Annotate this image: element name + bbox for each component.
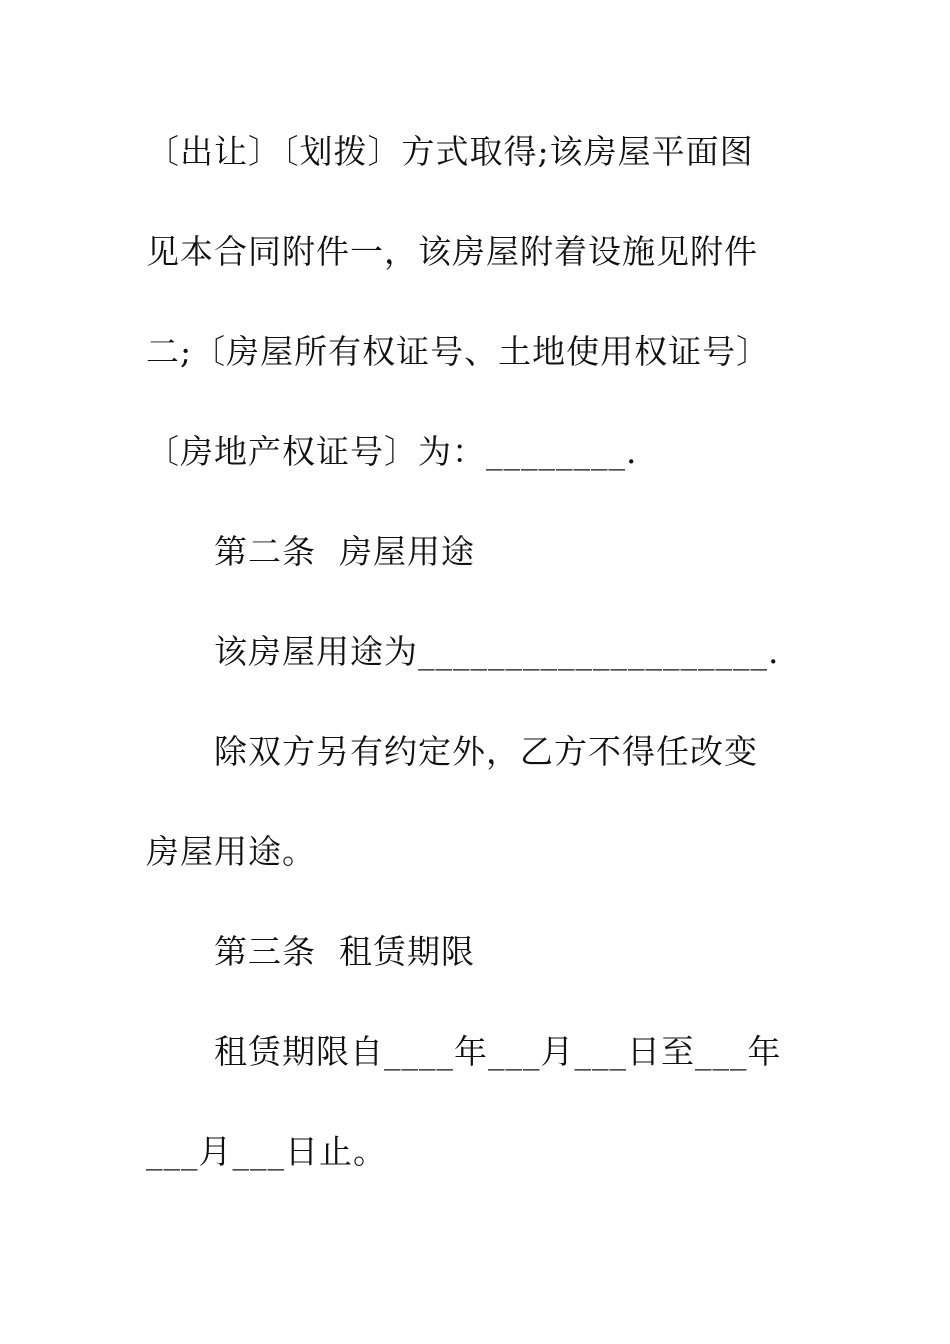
paragraph-line-4: 〔房地产权证号〕为：________. [146, 432, 638, 471]
paragraph-line-3: 二;〔房屋所有权证号、土地使用权证号〕 [146, 332, 771, 371]
paragraph-usage-restriction: 除双方另有约定外，乙方不得任改变 [214, 732, 758, 771]
paragraph-line-2: 见本合同附件一，该房屋附着设施见附件 [146, 232, 758, 271]
paragraph-line-1: 〔出让〕〔划拨〕方式取得;该房屋平面图 [146, 132, 754, 171]
paragraph-usage-restriction-cont: 房屋用途。 [146, 832, 316, 871]
paragraph-lease-term-cont: ___月___日止。 [146, 1132, 387, 1171]
section-heading-article-2: 第二条 房屋用途 [214, 532, 475, 571]
section-heading-article-3: 第三条 租赁期限 [214, 932, 475, 971]
paragraph-lease-term: 租赁期限自____年___月___日至___年 [214, 1032, 782, 1071]
paragraph-usage: 该房屋用途为____________________. [214, 632, 780, 671]
